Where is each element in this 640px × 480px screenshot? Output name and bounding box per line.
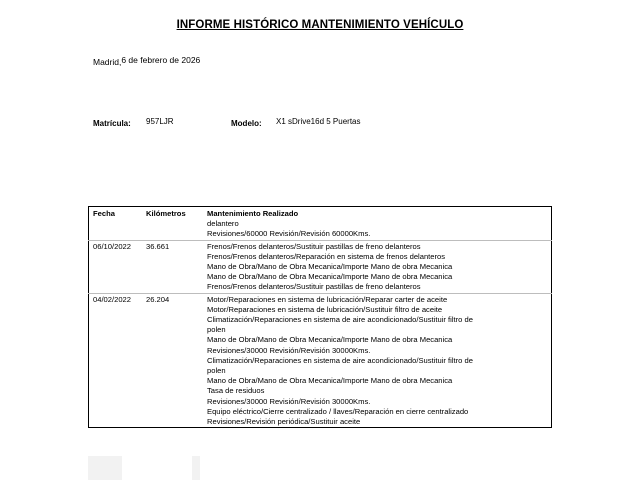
table-row xyxy=(89,293,552,428)
maintenance-line: Mano de Obra/Mano de Obra Mecanica/Importe Mano de obra Mecanica xyxy=(207,376,453,386)
row-date: 06/10/2022 xyxy=(89,240,143,293)
header-km: Kilómetros xyxy=(146,209,186,218)
maintenance-line: Revisiones/60000 Revisión/Revisión 60000Kms. xyxy=(207,229,371,239)
row-maintenance xyxy=(203,293,552,428)
maintenance-line: Mano de Obra/Mano de Obra Mecanica/Importe Mano de obra Mecanica xyxy=(207,262,453,272)
maintenance-line: Climatización/Reparaciones en sistema de aire acondicionado/Sustituir filtro de xyxy=(207,315,473,325)
maintenance-line: Revisiones/30000 Revisión/Revisión 30000Kms. xyxy=(207,396,371,406)
row-date: 04/02/2022 xyxy=(89,293,143,428)
row-km xyxy=(142,219,203,240)
row-km: 26.204 xyxy=(142,293,203,428)
footer-mark-left xyxy=(88,456,122,480)
row-maintenance xyxy=(203,219,552,240)
maintenance-line: delantero xyxy=(207,219,239,229)
table-row xyxy=(89,240,552,293)
footer-mark-right xyxy=(192,456,200,480)
row-km: 36.661 xyxy=(142,240,203,293)
table-body xyxy=(89,219,552,428)
maintenance-line: polen xyxy=(207,366,226,376)
maintenance-line: polen xyxy=(207,325,226,335)
table-header-row xyxy=(89,207,552,220)
maintenance-line: Tasa de residuos xyxy=(207,386,265,396)
header-date: Fecha xyxy=(93,209,115,218)
maintenance-line: Revisiones/Revisión periódica/Sustituir aceite xyxy=(207,417,361,427)
maintenance-line: Frenos/Frenos delanteros/Sustituir pastillas de freno delanteros xyxy=(207,282,421,292)
row-date xyxy=(89,219,143,240)
maintenance-line: Motor/Reparaciones en sistema de lubricación/Sustituir filtro de aceite xyxy=(207,304,443,314)
maintenance-line: Mano de Obra/Mano de Obra Mecanica/Importe Mano de obra Mecanica xyxy=(207,335,453,345)
plate-value: 957LJR xyxy=(146,117,174,126)
maintenance-line: Mano de Obra/Mano de Obra Mecanica/Importe Mano de obra Mecanica xyxy=(207,272,453,282)
maintenance-line: Frenos/Frenos delanteros/Sustituir pastillas de freno delanteros xyxy=(207,241,421,251)
maintenance-line: Revisiones/30000 Revisión/Revisión 30000Kms. xyxy=(207,345,371,355)
row-maintenance xyxy=(203,240,552,293)
header-maintenance: Mantenimiento Realizado xyxy=(207,209,299,218)
maintenance-line: Motor/Reparaciones en sistema de lubricación/Reparar carter de aceite xyxy=(207,294,448,304)
table-row xyxy=(89,219,552,240)
report-date: 6 de febrero de 2026 xyxy=(121,55,201,65)
place-date xyxy=(93,55,200,65)
model-value: X1 sDrive16d 5 Puertas xyxy=(276,117,361,126)
maintenance-line: Climatización/Reparaciones en sistema de aire acondicionado/Sustituir filtro de xyxy=(207,355,473,365)
place: Madrid, xyxy=(93,57,122,67)
report-title: INFORME HISTÓRICO MANTENIMIENTO VEHÍCULO xyxy=(176,19,464,31)
maintenance-history-table xyxy=(88,206,552,428)
plate-label: Matrícula: xyxy=(93,119,131,128)
maintenance-line: Frenos/Frenos delanteros/Reparación en sistema de frenos delanteros xyxy=(207,251,446,261)
model-label: Modelo: xyxy=(231,119,262,128)
maintenance-line: Equipo eléctrico/Cierre centralizado / llaves/Reparación en cierre centralizado xyxy=(207,406,469,416)
